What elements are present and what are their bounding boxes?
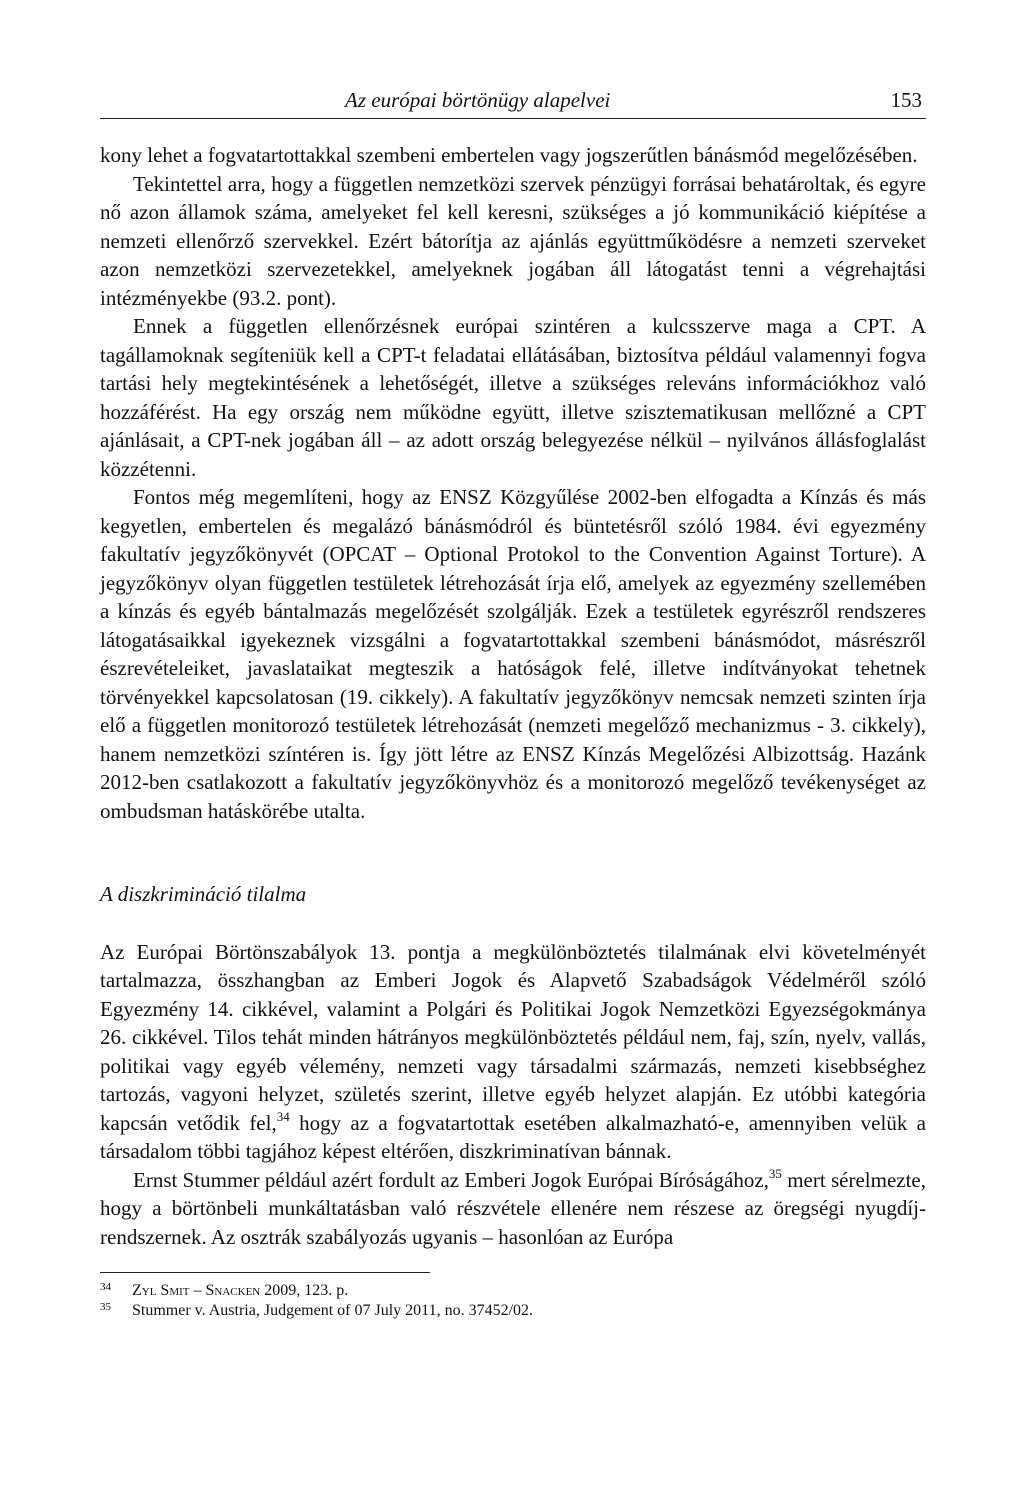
body-text — [100, 141, 926, 1251]
paragraph: Fontos még megemlíteni, hogy az ENSZ Közgyűlése 2002-ben elfogadta a Kínzás és más kegyetlen, embertelen és megalázó bánásmódról és büntetésről szóló 1984. évi egyezmény fakultatív jegyzőkönyvét (OPCAT – Optional Protokol to the Convention Against Torture). A jegyzőkönyv olyan független testületek létrehozását írja elő, amelyek az egyezmény szellemében a kínzás és egyéb bántalmazás megelőzését szolgálják. Ezek a testületek egyrészről rendszeres látogatásaikkal igyekeznek vizsgálni a fogvatartottakkal szembeni bánásmódot, másrészről észrevételeiket, javaslataikat megteszik a hatóságok felé, illetve indítványokat tehetnek törvényekkel kapcsolatosan (19. cikkely). A fakultatív jegyzőkönyv nemcsak nemzeti szinten írja elő a független monitorozó testületek létrehozását (nemzeti megelőző mechanizmus - 3. cikkely), hanem nemzetközi színtéren is. Így jött létre az ENSZ Kínzás Megelőzési Albizottság. Hazánk 2012-ben csatlakozott a fakultatív jegyzőkönyvhöz és a monitorozó megelőző tevékenységet az ombudsman hatáskörébe utalta. — [100, 485, 926, 823]
paragraph: kony lehet a fogvatartottakkal szembeni embertelen vagy jogszerűtlen bánásmód megelőzésében. — [100, 143, 918, 167]
footnote-ref-34[interactable]: 34 — [276, 1108, 290, 1124]
paragraph — [100, 1166, 926, 1252]
running-header — [100, 84, 926, 119]
footnote-number: 35 — [100, 1301, 111, 1313]
paragraph — [100, 938, 926, 1166]
footnote-authors: Zyl Smit – Snacken — [132, 1282, 261, 1299]
section-heading: A diszkrimináció tilalma — [100, 882, 307, 906]
footnote-text: 2009, 123. p. — [260, 1282, 349, 1299]
paragraph-text: hogy az a fogvatartottak esetében alkalmazható-e, amennyiben velük a társadalom többi tagjához képest eltérően, diszkriminatívan bánnak. — [100, 1110, 926, 1163]
page-number: 153 — [890, 88, 922, 112]
footnotes — [100, 1281, 926, 1321]
page — [100, 84, 926, 1319]
footnote-text: Stummer v. Austria, Judgement of 07 July 2011, no. 37452/02. — [132, 1302, 534, 1319]
running-title: Az európai börtönügy alapelvei — [345, 88, 611, 112]
footnote — [100, 1301, 926, 1321]
paragraph: Ennek a független ellenőrzésnek európai szintéren a kulcsszerve maga a CPT. A tagállamoknak segíteniük kell a CPT-t feladatai ellátásában, biztosítva például valamennyi fogva tartási hely megtekintésének a lehetőségét, illetve a szükséges releváns információkhoz való hozzáférést. Ha egy ország nem működne együtt, illetve szisztematikusan mellőzné a CPT ajánlásait, a CPT-nek jogában áll – az adott ország belegyezése nélkül – nyilvános állásfoglalást közzétenni. — [100, 314, 926, 481]
paragraph: Tekintettel arra, hogy a független nemzetközi szervek pénzügyi forrásai behatároltak, és egyre nő azon államok száma, amelyeket fel kell keresni, szükséges a jó kommunikáció kiépítése a nemzeti ellenőrző szervekkel. Ezért bátorítja az ajánlás együttműködésre a nemzeti szerveket azon nemzetközi szervezetekkel, amelyeknek jogában áll látogatást tenni a végrehajtási intézményekbe (93.2. pont). — [100, 171, 926, 310]
paragraph-text: Ernst Stummer például azért fordult az Emberi Jogok Európai Bíróságához, — [133, 1167, 769, 1192]
footnote-divider — [100, 1272, 430, 1273]
footnote — [100, 1281, 926, 1301]
footnote-number: 34 — [100, 1281, 111, 1293]
footnote-ref-35[interactable]: 35 — [768, 1165, 782, 1181]
paragraph-text: Az Európai Börtönszabályok 13. pontja a megkülönböztetés tilalmának elvi követelményét tartalmazza, összhangban az Emberi Jogok és Alapvető Szabadságok Védelméről szóló Egyezmény 14. cikkével, valamint a Polgári és Politikai Jogok Nemzetközi Egyezségokmánya 26. cikkével. Tilos tehát minden hátrányos megkülönböztetés például nem, faj, szín, nyelv, vallás, politikai vagy egyéb vélemény, nemzeti vagy társadalmi származás, nemzeti kisebbséghez tartozás, vagyoni helyzet, születés szerint, illetve egyéb helyzet alapján. Ez utóbbi kategória kapcsán vetődik fel, — [100, 939, 926, 1135]
paragraph-text: mert sérelmezte, hogy a börtönbeli munkáltatásban való részvétele ellenére nem részese az öregségi nyugdíj-rendszernek. Az osztrák szabályozás ugyanis – hasonlóan az Európa — [100, 1167, 926, 1249]
